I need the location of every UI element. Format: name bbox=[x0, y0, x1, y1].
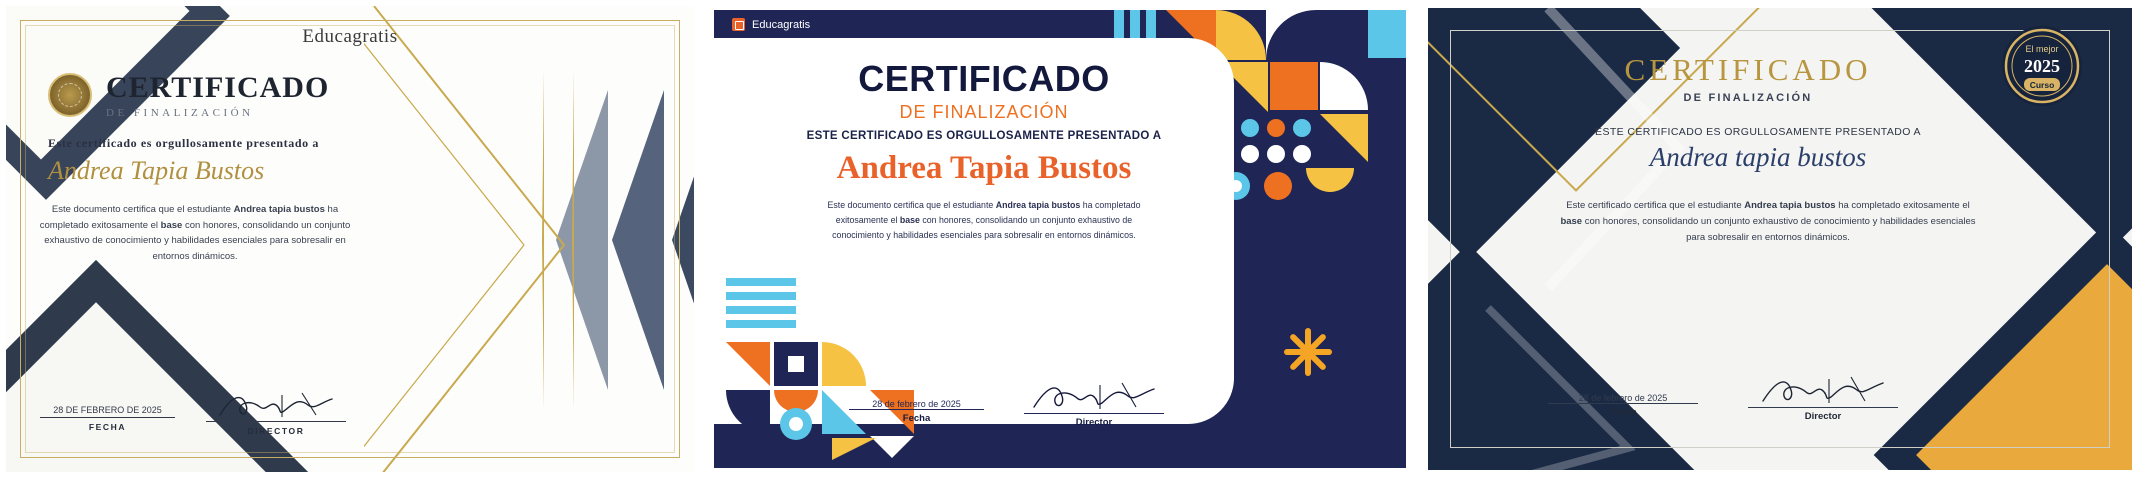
presented-label: Este certificado es orgullosamente presentado a bbox=[48, 136, 319, 150]
date-block bbox=[40, 405, 175, 432]
director-label: Director bbox=[1075, 417, 1113, 428]
signature-icon bbox=[216, 391, 336, 421]
body-course-name: base bbox=[160, 219, 183, 231]
body-prefix: Este documento certifica que el estudiante bbox=[51, 204, 234, 215]
certificate-2-body-text bbox=[814, 198, 1154, 243]
signature-icon bbox=[1759, 375, 1887, 407]
body-mid: ha completado exitosamente el bbox=[39, 204, 339, 231]
body-student-name: Andrea tapia bustos bbox=[995, 200, 1081, 210]
seal-icon bbox=[48, 73, 92, 117]
svg-text:Curso: Curso bbox=[2029, 80, 2055, 90]
date-block bbox=[1548, 393, 1698, 418]
recipient-name: Andrea tapia bustos bbox=[1649, 142, 1867, 172]
date-value: 28 de febrero de 2025 bbox=[872, 399, 961, 409]
signature-block bbox=[1748, 375, 1898, 422]
date-rule bbox=[40, 417, 175, 418]
page-subtitle: DE FINALIZACIÓN bbox=[106, 106, 254, 119]
body-mid: ha completado exitosamente el bbox=[1835, 200, 1970, 211]
signature-icon bbox=[1030, 381, 1158, 413]
certificate-1-brand bbox=[6, 26, 694, 48]
certificate-card-2[interactable] bbox=[700, 0, 1420, 478]
page-title: CERTIFICADO bbox=[1624, 52, 1872, 87]
body-suffix: con honores, consolidando un conjunto exhaustivo de conocimiento y habilidades esenciales para sobresalir en entornos dinámicos. bbox=[1582, 216, 1976, 244]
page-title: CERTIFICADO bbox=[106, 71, 330, 104]
badge-icon bbox=[2000, 24, 2084, 108]
decoration-geometric-bottom-left bbox=[714, 278, 1004, 468]
page-subtitle: DE FINALIZACIÓN bbox=[1683, 92, 1813, 104]
signature-rule bbox=[1748, 407, 1898, 408]
director-label: DIRECTOR bbox=[247, 426, 305, 436]
body-prefix: Este documento certifica que el estudiante bbox=[827, 200, 996, 210]
signature-rule bbox=[206, 421, 346, 422]
recipient-name: Andrea Tapia Bustos bbox=[836, 150, 1132, 186]
date-block bbox=[849, 399, 984, 424]
body-student-name: Andrea tapia bustos bbox=[233, 204, 325, 215]
body-suffix: con honores, consolidando un conjunto exhaustivo de conocimiento y habilidades esenciales para sobresalir en entornos dinámicos. bbox=[44, 219, 351, 263]
presented-label: ESTE CERTIFICADO ES ORGULLOSAMENTE PRESENTADO A bbox=[806, 130, 1162, 142]
signature-rule bbox=[1024, 413, 1164, 414]
certificate-1-canvas bbox=[6, 6, 694, 472]
certificate-2-title bbox=[794, 58, 1174, 123]
certificate-3-title bbox=[1488, 52, 2008, 104]
page-title: CERTIFICADO bbox=[858, 58, 1110, 99]
body-course-name: base bbox=[1560, 216, 1583, 228]
certificate-3-canvas bbox=[1428, 8, 2132, 470]
date-rule bbox=[849, 409, 984, 410]
director-label: Director bbox=[1804, 411, 1842, 422]
date-label: Fecha bbox=[1609, 407, 1637, 418]
educagratis-logo-icon bbox=[732, 18, 745, 31]
body-suffix: con honores, consolidando un conjunto exhaustivo de conocimiento y habilidades esenciales para sobresalir en entornos dinámicos. bbox=[832, 214, 1136, 240]
body-student-name: Andrea tapia bustos bbox=[1744, 200, 1836, 211]
presented-label: ESTE CERTIFICADO ES ORGULLOSAMENTE PRESENTADO A bbox=[1595, 126, 1921, 138]
page-subtitle: DE FINALIZACIÓN bbox=[899, 102, 1069, 122]
recipient-name: Andrea Tapia Bustos bbox=[48, 156, 265, 185]
certificate-1-body-text bbox=[30, 202, 360, 265]
certificate-card-3[interactable] bbox=[1420, 0, 2140, 478]
certificate-2-brand bbox=[732, 18, 810, 31]
best-course-badge[interactable] bbox=[2000, 24, 2084, 108]
decoration-asterisk-icon bbox=[1282, 326, 1334, 378]
body-prefix: Este certificado certifica que el estudiante bbox=[1566, 200, 1745, 211]
date-rule bbox=[1548, 403, 1698, 404]
signature-block bbox=[1024, 381, 1164, 428]
date-label: Fecha bbox=[902, 413, 931, 424]
svg-text:El mejor: El mejor bbox=[2025, 44, 2059, 54]
certificate-1-title-row bbox=[48, 72, 329, 119]
brand-name: Educagratis bbox=[302, 26, 398, 47]
svg-text:2025: 2025 bbox=[2024, 56, 2060, 76]
date-value: 28 de febrero de 2025 bbox=[1578, 393, 1668, 403]
certificate-2-canvas bbox=[714, 10, 1406, 468]
brand-name: Educagratis bbox=[752, 18, 811, 31]
signature-block bbox=[206, 391, 346, 436]
certificate-card-1[interactable] bbox=[0, 0, 700, 478]
date-label: FECHA bbox=[88, 422, 127, 432]
date-value: 28 DE FEBRERO DE 2025 bbox=[53, 405, 162, 415]
body-mid: ha completado exitosamente el bbox=[835, 200, 1141, 225]
certificate-3-body-text bbox=[1558, 198, 1978, 246]
body-course-name: base bbox=[899, 214, 920, 225]
